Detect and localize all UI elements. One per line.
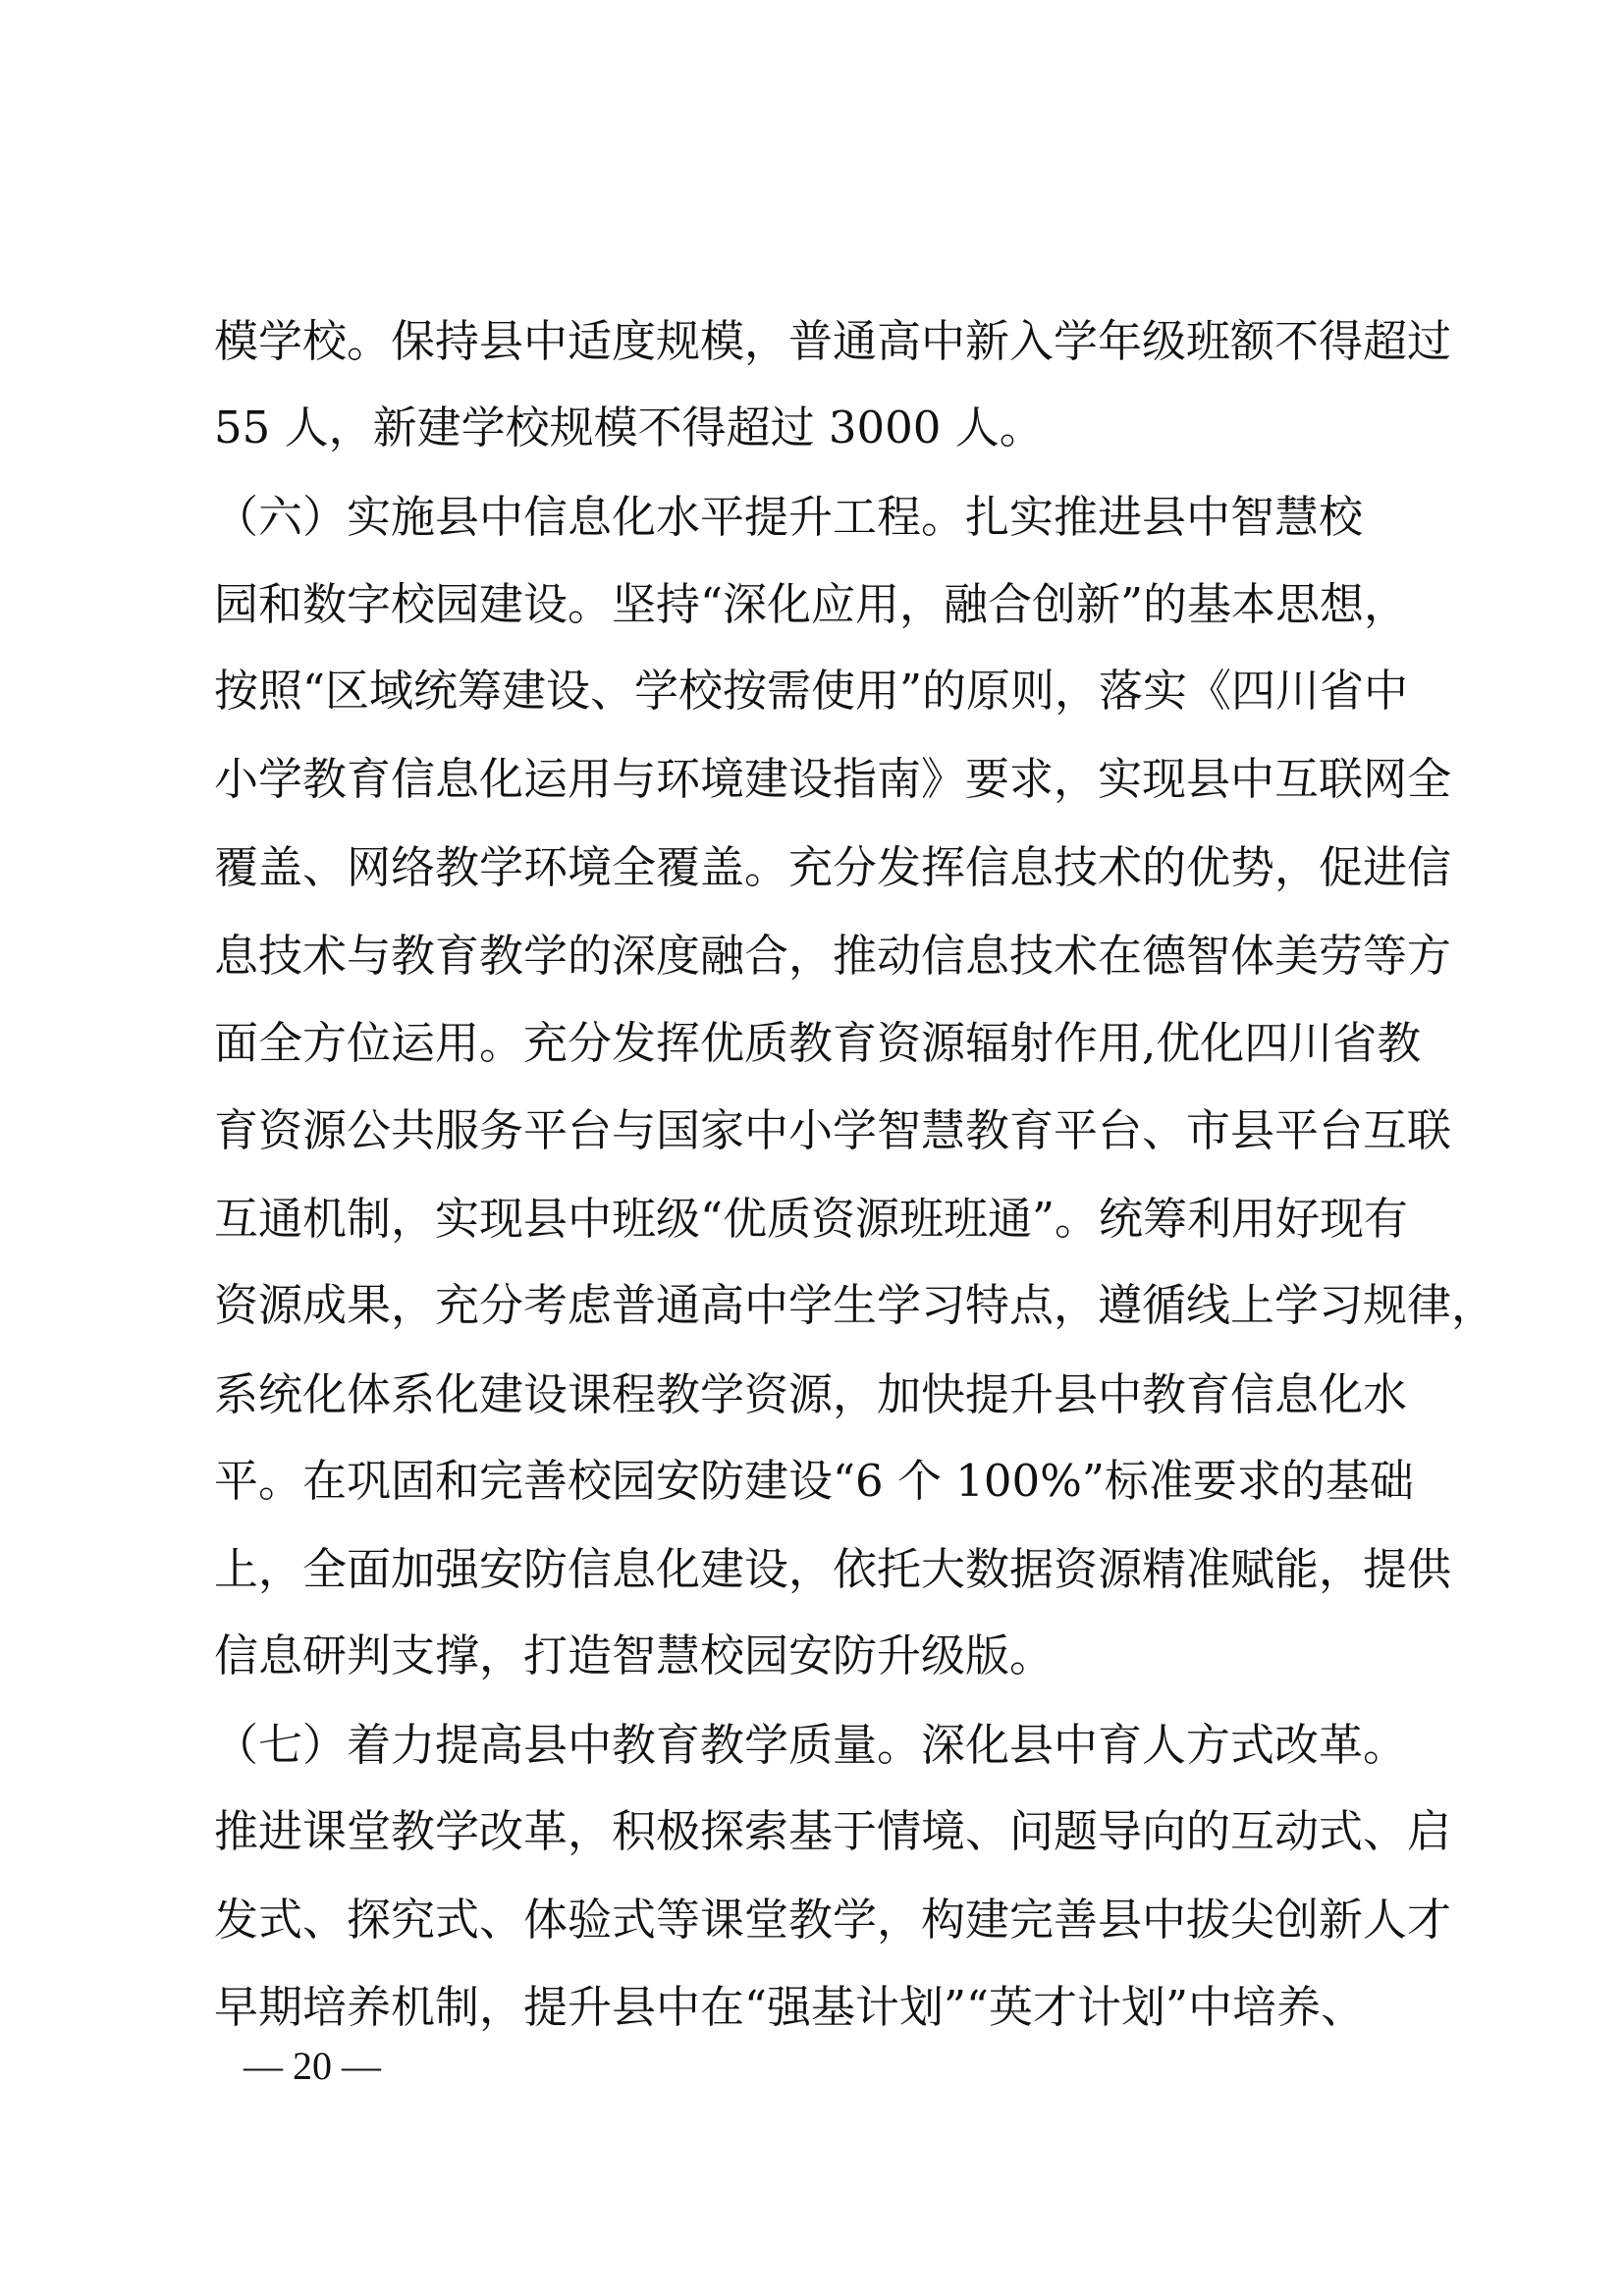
body-text-line: 系统化体系化建设课程教学资源，加快提升县中教育信息化水: [214, 1368, 1408, 1420]
section-heading-line: （六）实施县中信息化水平提升工程。扎实推进县中智慧校: [214, 491, 1364, 543]
body-text-line: 面全方位运用。充分发挥优质教育资源辐射作用,优化四川省教: [214, 1017, 1422, 1069]
body-text-line: 上，全面加强安防信息化建设，依托大数据资源精准赋能，提供: [214, 1543, 1452, 1595]
section-heading-line: （七）着力提高县中教育教学质量。深化县中育人方式改革。: [214, 1719, 1408, 1771]
body-text-line: 推进课堂教学改革，积极探索基于情境、问题导向的互动式、启: [214, 1805, 1452, 1857]
body-text-line: 息技术与教育教学的深度融合，推动信息技术在德智体美劳等方: [214, 930, 1452, 982]
body-text-line: 互通机制，实现县中班级“优质资源班班通”。统筹利用好现有: [214, 1193, 1409, 1245]
body-text-line: 园和数字校园建设。坚持“深化应用，融合创新”的基本思想，: [214, 578, 1409, 630]
body-text-line: 55 人，新建学校规模不得超过 3000 人。: [214, 401, 1044, 454]
body-text-line: 模学校。保持县中适度规模，普通高中新入学年级班额不得超过: [214, 315, 1452, 367]
body-text-line: 信息研判支撑，打造智慧校园安防升级版。: [214, 1629, 1055, 1682]
body-text-line: 按照“区域统筹建设、学校按需使用”的原则，落实《四川省中: [214, 665, 1409, 717]
body-text-line: 发式、探究式、体验式等课堂教学，构建完善县中拔尖创新人才: [214, 1894, 1452, 1946]
body-text-line: 小学教育信息化运用与环境建设指南》要求，实现县中互联网全: [214, 753, 1452, 805]
page-number: — 20 —: [244, 2044, 381, 2088]
body-text-line: 平。在巩固和完善校园安防建设“6 个 100%”标准要求的基础: [214, 1455, 1414, 1507]
body-text-line: 覆盖、网络教学环境全覆盖。充分发挥信息技术的优势，促进信: [214, 841, 1452, 893]
body-text-line: 育资源公共服务平台与国家中小学智慧教育平台、市县平台互联: [214, 1104, 1452, 1156]
body-text-line: 资源成果，充分考虑普通高中学生学习特点，遵循线上学习规律，: [214, 1279, 1496, 1331]
body-text-line: 早期培养机制，提升县中在“强基计划”“英才计划”中培养、: [214, 1981, 1366, 2033]
